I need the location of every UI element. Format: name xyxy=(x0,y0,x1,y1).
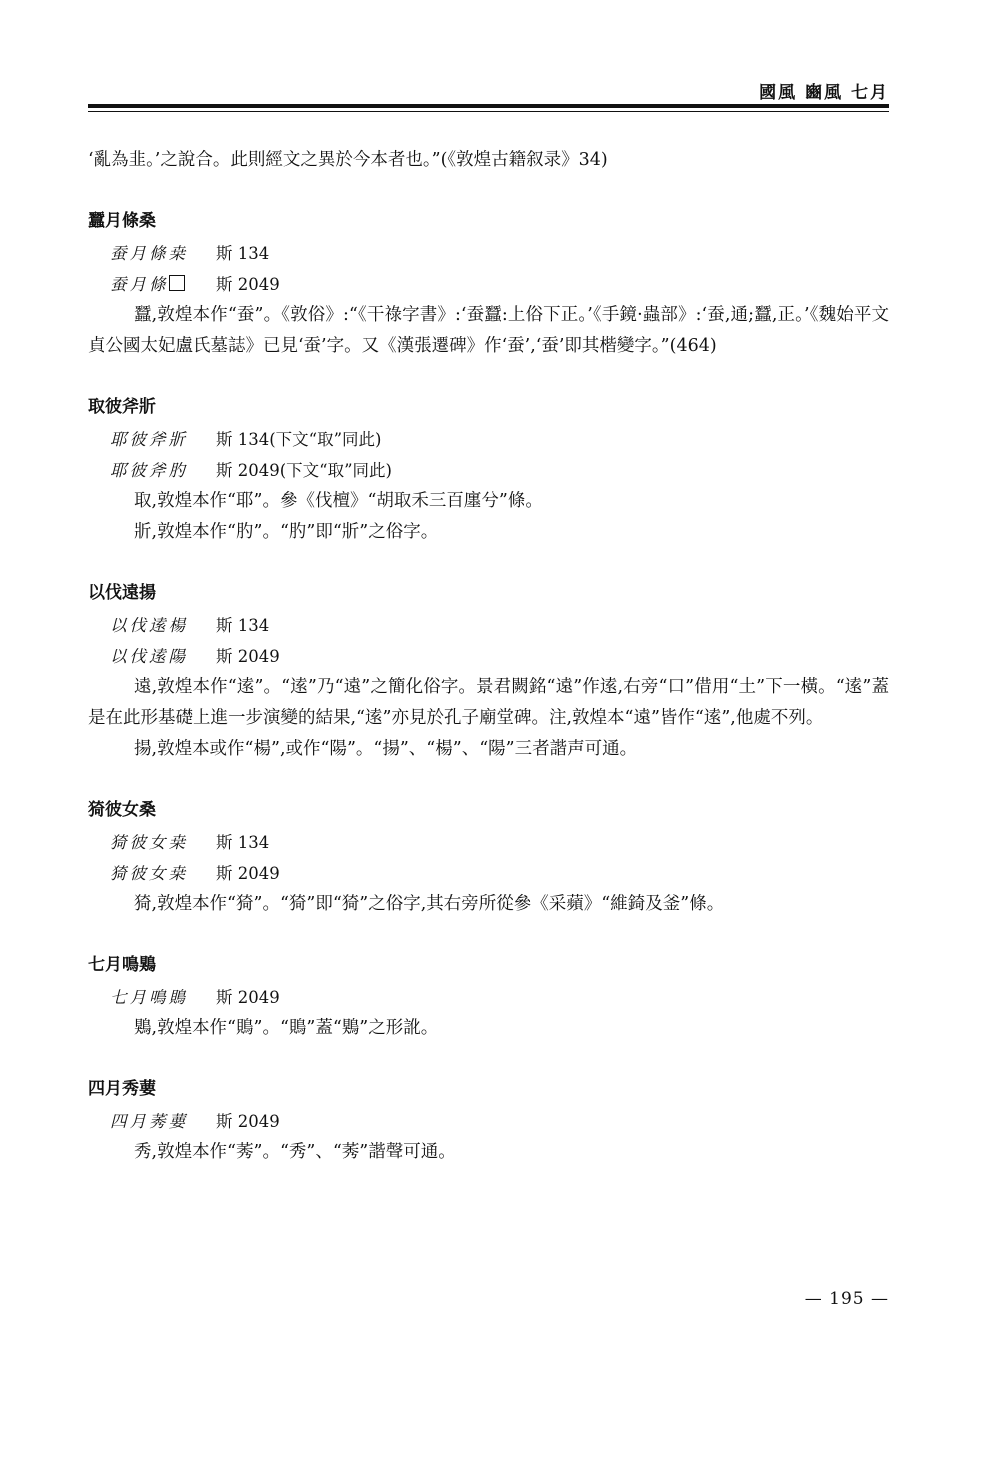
note-paragraph: 蠶,敦煌本作“蚕”。《敦俗》:“《干祿字書》:‘蚕蠶:上俗下正。’《手鏡·蟲部》:‘蚕,通;蠶,正。’《魏始平文貞公國太妃盧氏墓誌》已見‘蚕’字。又《漢張遷碑》作‘蚕’,‘蚕’即其楷變字。”(464) xyxy=(88,305,889,356)
variant-line xyxy=(88,641,889,672)
variant-line xyxy=(88,1106,889,1137)
variant-source: 斯 2049 xyxy=(216,275,280,294)
entry-title: 以伐遠揚 xyxy=(88,583,156,603)
entry-title: 猗彼女桑 xyxy=(88,800,156,820)
note-paragraph: 斨,敦煌本作“肑”。“肑”即“斨”之俗字。 xyxy=(134,522,439,542)
entry-title: 七月鳴鶪 xyxy=(88,955,156,975)
variant-source: 斯 2049 xyxy=(216,988,280,1007)
entry-title: 取彼斧斨 xyxy=(88,397,156,417)
running-header-title: 國風 豳風 七月 xyxy=(759,83,889,103)
note-paragraph: 揚,敦煌本或作“楊”,或作“陽”。“揚”、“楊”、“陽”三者諧声可通。 xyxy=(134,739,638,759)
entry-section xyxy=(88,578,889,765)
variant-text: 蚕月條 xyxy=(110,269,210,300)
variant-line xyxy=(88,424,889,455)
variant-text: 蚕月條桒 xyxy=(110,244,188,263)
note-paragraph: 取,敦煌本作“耶”。參《伐檀》“胡取禾三百廛兮”條。 xyxy=(134,491,543,511)
variant-line xyxy=(88,610,889,641)
variant-source: 斯 134 xyxy=(216,833,270,852)
variant-text: 耶彼斧斨 xyxy=(110,430,188,449)
entry-section xyxy=(88,392,889,548)
header-rule-thin xyxy=(88,111,889,112)
header-rule-thick xyxy=(88,104,889,108)
page-body xyxy=(88,145,889,1168)
variant-source: 斯 134 xyxy=(216,244,270,263)
note-paragraph: 猗,敦煌本作“猗”。“猗”即“猗”之俗字,其右旁所從參《采蘋》“維錡及釜”條。 xyxy=(134,894,725,914)
variant-line xyxy=(88,269,889,300)
variant-text: 四月莠葽 xyxy=(110,1112,188,1131)
variant-text: 猗彼女桒 xyxy=(110,864,188,883)
variant-text: 耶彼斧肑 xyxy=(110,461,188,480)
intro-paragraph: ‘亂為韭。’之說合。此則經文之異於今本者也。”(《敦煌古籍叙录》34) xyxy=(88,150,608,170)
missing-character-box xyxy=(169,275,185,291)
entry-section xyxy=(88,795,889,920)
variant-text: 猗彼女桒 xyxy=(110,833,188,852)
entry-section xyxy=(88,950,889,1044)
variant-text: 七月鳴鵙 xyxy=(110,988,188,1007)
note-paragraph: 秀,敦煌本作“莠”。“秀”、“莠”諧聲可通。 xyxy=(134,1142,456,1162)
page-number: — 195 — xyxy=(804,1289,889,1309)
variant-source: 斯 134 xyxy=(216,616,270,635)
variant-text: 以伐逺楊 xyxy=(110,616,188,635)
variant-line xyxy=(88,858,889,889)
note-paragraph: 鶪,敦煌本作“鵙”。“鵙”蓋“鶪”之形訛。 xyxy=(134,1018,439,1038)
entry-title: 蠶月條桑 xyxy=(88,211,156,231)
variant-source: 斯 134(下文“取”同此) xyxy=(216,430,382,449)
variant-text: 以伐逺陽 xyxy=(110,647,188,666)
entry-section xyxy=(88,206,889,362)
variant-source: 斯 2049 xyxy=(216,1112,280,1131)
variant-line xyxy=(88,238,889,269)
variant-line xyxy=(88,455,889,486)
note-paragraph: 遠,敦煌本作“逺”。“逺”乃“遠”之簡化俗字。景君闕銘“遠”作逺,右旁“口”借用“土”下一橫。“逺”蓋是在此形基礎上進一步演變的結果,“逺”亦見於孔子廟堂碑。注,敦煌本“遠”皆作“逺”,他處不列。 xyxy=(88,677,889,728)
variant-line xyxy=(88,982,889,1013)
variant-source: 斯 2049 xyxy=(216,864,280,883)
variant-source: 斯 2049(下文“取”同此) xyxy=(216,461,392,480)
entry-list xyxy=(88,206,889,1168)
variant-line xyxy=(88,827,889,858)
entry-section xyxy=(88,1074,889,1168)
variant-source: 斯 2049 xyxy=(216,647,280,666)
entry-title: 四月秀葽 xyxy=(88,1079,156,1099)
running-header xyxy=(88,72,889,106)
